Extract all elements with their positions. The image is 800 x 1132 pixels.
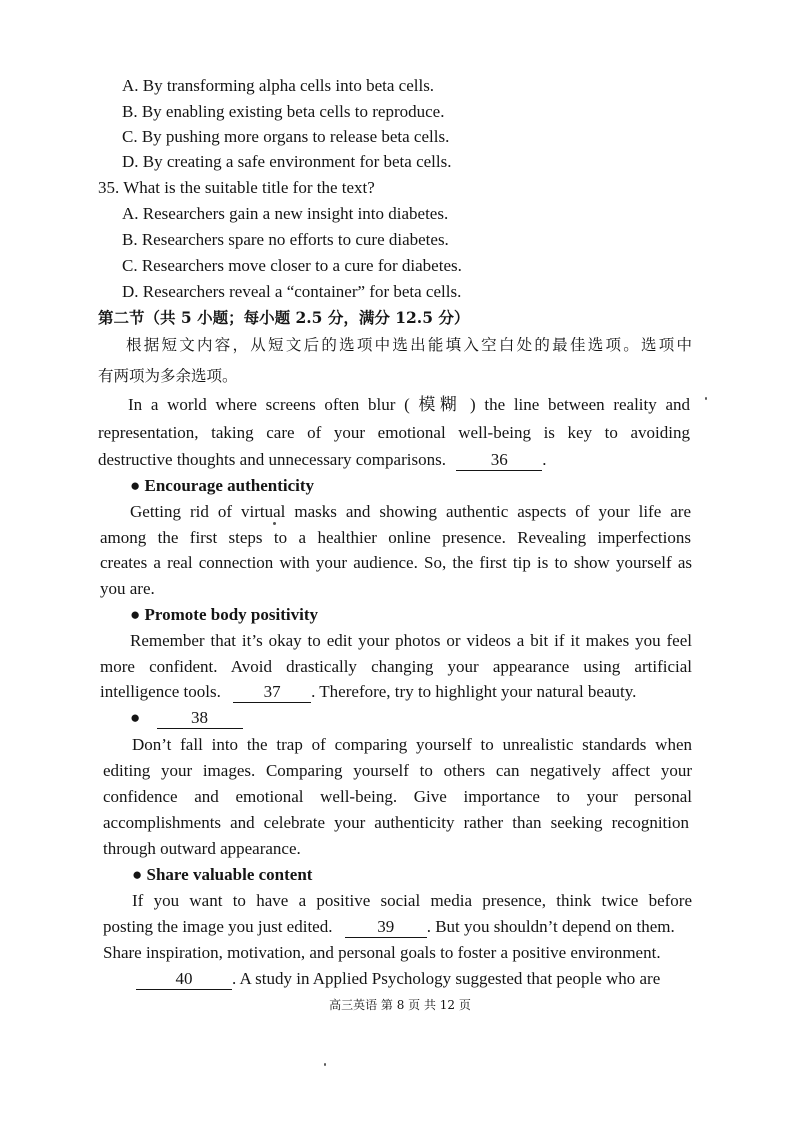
- p2-line-3-end: . Therefore, try to highlight your natural beauty.: [311, 682, 637, 701]
- intro-line-3-text: destructive thoughts and unnecessary comparisons.: [98, 450, 446, 469]
- p4-line-1: If you want to have a positive social media presence, think twice before: [132, 891, 692, 910]
- blank-40[interactable]: 40: [136, 970, 232, 990]
- q34-option-a: A. By transforming alpha cells into beta cells.: [122, 76, 435, 95]
- p4-line-2-text: posting the image you just edited.: [103, 917, 333, 936]
- heading-promote-body-positivity: ● Promote body positivity: [130, 605, 318, 624]
- heading-encourage-authenticity: ● Encourage authenticity: [130, 476, 315, 495]
- q35-option-b: B. Researchers spare no efforts to cure diabetes.: [122, 230, 449, 249]
- p1-line-1: Getting rid of virtual masks and showing authentic aspects of your life are: [130, 502, 691, 521]
- q35-option-a: A. Researchers gain a new insight into diabetes.: [122, 204, 449, 223]
- q34-option-c: C. By pushing more organs to release beta cells.: [122, 127, 450, 146]
- q35-option-d: D. Researchers reveal a “container” for beta cells.: [122, 282, 462, 301]
- q35-option-c: C. Researchers move closer to a cure for diabetes.: [122, 256, 462, 275]
- p1-line-3: creates a real connection with your audience. So, the first tip is to show yourself as: [100, 553, 692, 572]
- intro-line-2: representation, taking care of your emotional well-being is key to avoiding: [98, 423, 690, 442]
- p4-line-2: [103, 916, 675, 938]
- p1-line-2: among the first steps to a healthier online presence. Revealing imperfections: [100, 528, 691, 547]
- blank-36[interactable]: 36: [456, 451, 542, 471]
- blank-37[interactable]: 37: [233, 683, 311, 703]
- p2-line-2: more confident. Avoid drastically changing your appearance using artificial: [100, 657, 692, 676]
- intro-line-3-end: .: [542, 450, 547, 469]
- scan-speck: [273, 522, 276, 525]
- p3-line-3: confidence and emotional well-being. Give importance to your personal: [103, 787, 692, 806]
- p3-line-2: editing your images. Comparing yourself to others can negatively affect your: [103, 761, 692, 780]
- q35-question: 35. What is the suitable title for the text?: [98, 178, 375, 197]
- p4-line-3: Share inspiration, motivation, and personal goals to foster a positive environment.: [103, 943, 661, 962]
- heading-38: [130, 707, 243, 729]
- p3-line-1: Don’t fall into the trap of comparing yourself to unrealistic standards when: [132, 735, 692, 754]
- blank-38[interactable]: 38: [157, 709, 243, 729]
- section-heading: 第二节（共 5 小题；每小题 2.5 分，满分 12.5 分）: [98, 308, 470, 327]
- blank-39[interactable]: 39: [345, 918, 427, 938]
- section-instruction-line-1: 根据短文内容，从短文后的选项中选出能填入空白处的最佳选项。选项中: [126, 336, 692, 354]
- p3-line-5: through outward appearance.: [103, 839, 301, 858]
- section-instruction-line-2: 有两项为多余选项。: [98, 367, 238, 385]
- intro-line-3: [98, 449, 546, 471]
- p3-line-4: accomplishments and celebrate your authenticity rather than seeking recognition: [103, 813, 689, 832]
- q34-option-b: B. By enabling existing beta cells to reproduce.: [122, 102, 445, 121]
- p1-line-4: you are.: [100, 579, 155, 598]
- p5-line-1-text: . A study in Applied Psychology suggested that people who are: [232, 969, 661, 988]
- p2-line-3: [100, 681, 636, 703]
- intro-line-1: In a world where screens often blur ( 模糊 ) the line between reality and: [128, 395, 690, 414]
- p4-line-2-end: . But you shouldn’t depend on them.: [426, 917, 675, 936]
- p2-line-3-text: intelligence tools.: [100, 682, 221, 701]
- bullet: ●: [130, 708, 141, 727]
- scan-speck: [324, 1063, 326, 1066]
- p5-line-1: [136, 968, 660, 990]
- p2-line-1: Remember that it’s okay to edit your photos or videos a bit if it makes you feel: [130, 631, 692, 650]
- scan-speck: [705, 397, 707, 400]
- page-footer: 高三英语 第 8 页 共 12 页: [329, 998, 471, 1012]
- q34-option-d: D. By creating a safe environment for beta cells.: [122, 152, 452, 171]
- heading-share-valuable-content: ● Share valuable content: [132, 865, 313, 884]
